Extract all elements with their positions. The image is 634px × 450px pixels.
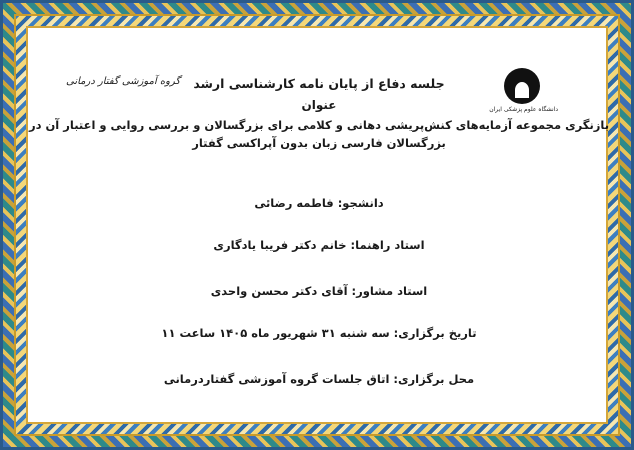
announcement-panel (26, 26, 608, 424)
thesis-title-line-2: بزرگسالان فارسی زبان بدون آپراکسی گفتار (192, 136, 446, 150)
supervisor-name: استاد راهنما: خانم دکتر فریبا یادگاری (213, 238, 425, 252)
department-name: گروه آموزشی گفتار درمانی (66, 76, 181, 87)
student-name: دانشجو: فاطمه رضائی (254, 196, 384, 210)
session-location: محل برگزاری: اتاق جلسات گروه آموزشی گفتاردرمانی (163, 372, 475, 386)
advisor-name: استاد مشاور: آقای دکتر محسن واحدی (210, 284, 428, 298)
announcement-content (28, 28, 610, 426)
logo-caption: دانشگاه علوم پزشکی ایران (489, 106, 558, 113)
session-date: تاریخ برگزاری: سه شنبه ۳۱ شهریور ماه ۱۴۰۵ ساعت ۱۱ (161, 326, 477, 340)
thesis-heading: عنوان (301, 98, 337, 112)
thesis-title-line-1: بازنگری مجموعه آزمایه‌های کنش‌پریشی دهانی و کلامی برای بزرگسالان و بررسی روایی و اعتبار آن در (28, 118, 610, 132)
university-logo (489, 66, 574, 126)
page-title: جلسه دفاع از پایان نامه کارشناسی ارشد (193, 76, 445, 91)
